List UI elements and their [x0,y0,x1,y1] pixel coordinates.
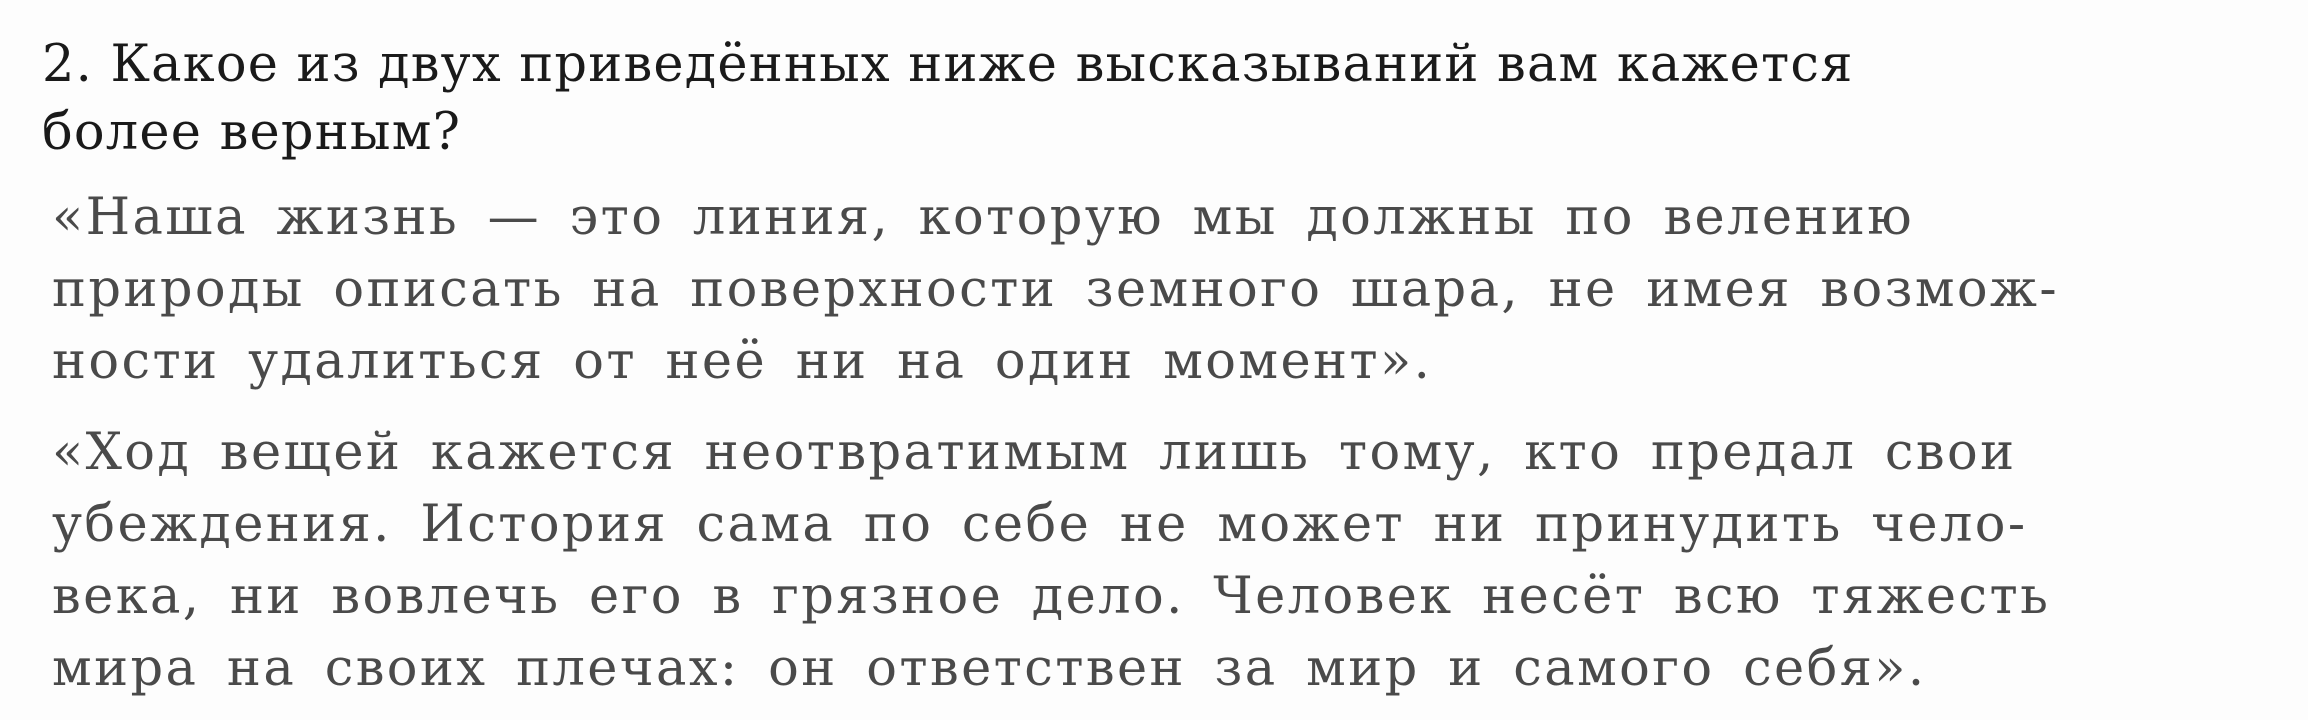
quote-2-line-2: убеждения. История сама по себе не может ни принудить чело- [52,495,2028,554]
quote-1-line-2: природы описать на поверхности земного шара, не имея возмож- [52,260,2059,319]
quote-2-line-1: «Ход вещей кажется неотвратимым лишь тому, кто предал свои [52,423,2017,482]
quote-1-line-3: ности удалиться от неё ни на один момент». [52,332,1433,391]
quote-1-line-1: «Наша жизнь — это линия, которую мы должны по велению [52,188,1915,247]
quote-2-line-3: века, ни вовлечь его в грязное дело. Человек несёт всю тяжесть [52,567,2051,626]
quote-2-line-4: мира на своих плечах: он ответствен за мир и самого себя». [52,639,1927,698]
question-line-1: 2. Какое из двух приведённых ниже высказываний вам кажется [42,35,1854,94]
question-line-2: более верным? [42,103,462,162]
